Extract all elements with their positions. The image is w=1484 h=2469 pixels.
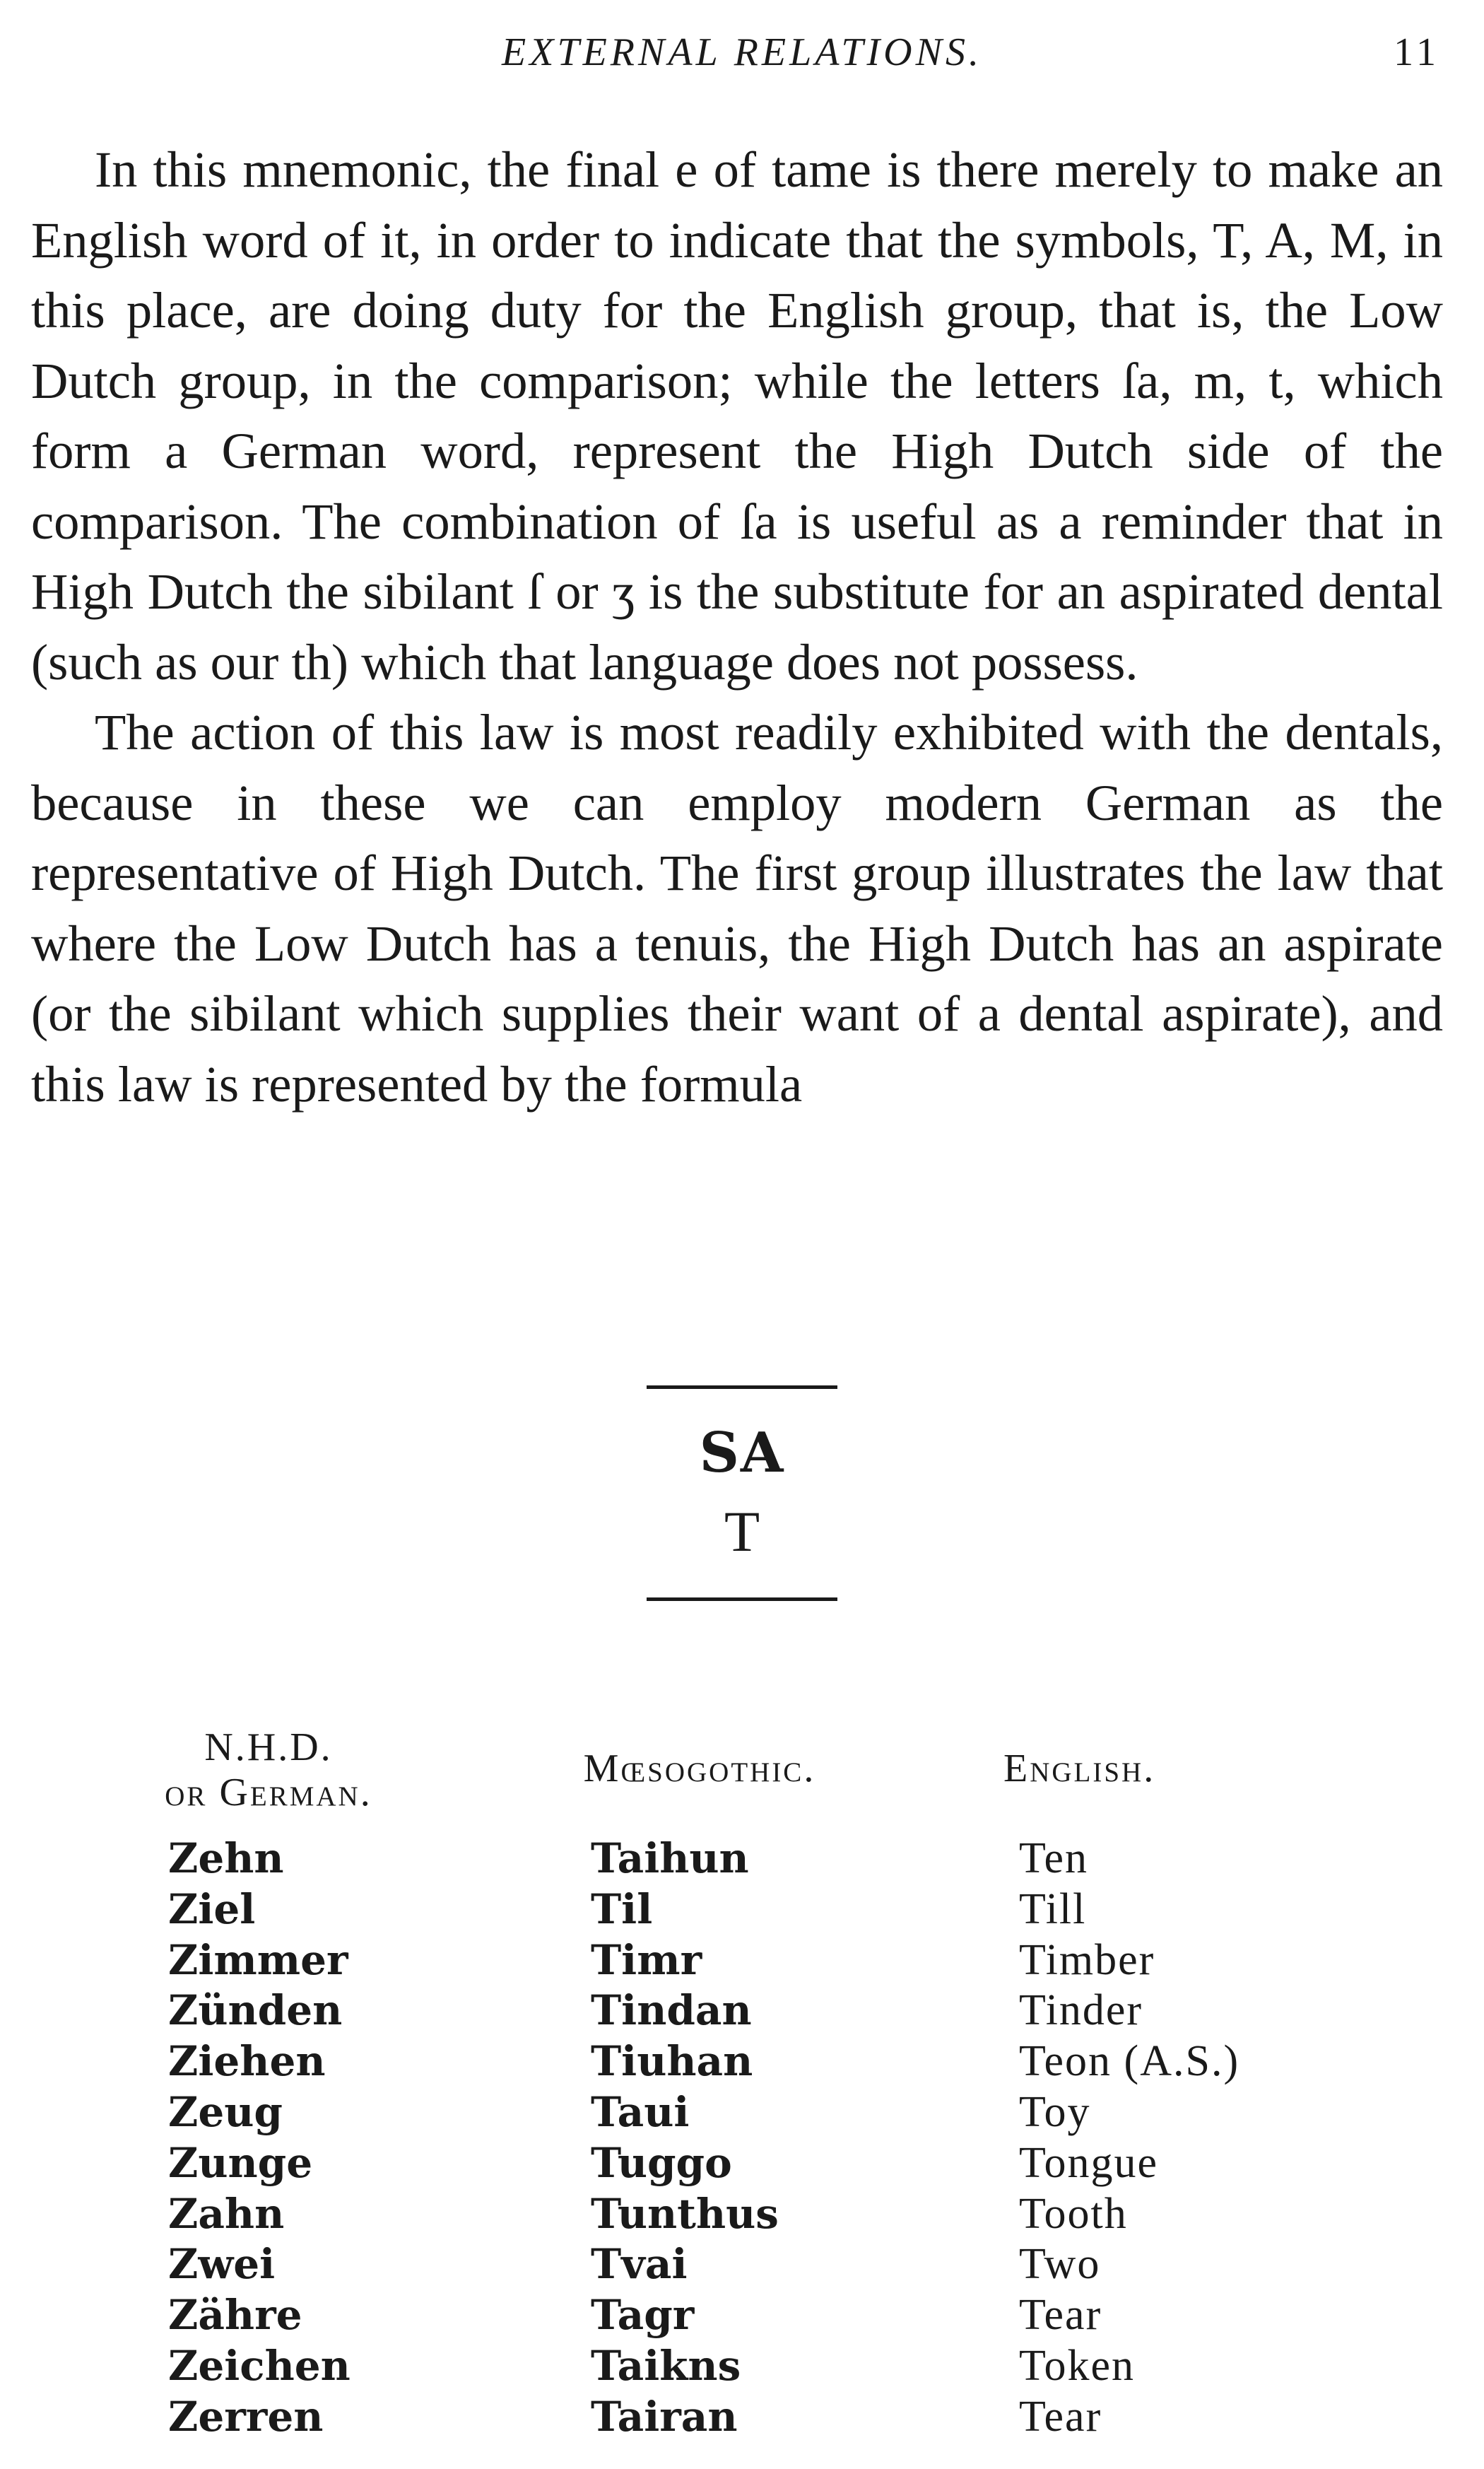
column-header-german-line1: N.H.D. [204, 1725, 333, 1769]
table-row [0, 2341, 1484, 2392]
body-text [31, 134, 1443, 1119]
english-word: Two [1019, 2240, 1101, 2289]
table-row [0, 2087, 1484, 2138]
english-word: Toy [1019, 2087, 1091, 2136]
formula-bottom-rule [647, 1597, 837, 1601]
english-word: Ten [1019, 1834, 1089, 1882]
english-word: Tear [1019, 2392, 1102, 2441]
table-row [0, 2392, 1484, 2443]
column-header-gothic: Mœsogothic. [583, 1747, 816, 1790]
german-word: Zeichen [168, 2341, 351, 2390]
german-word: Zerren [168, 2392, 324, 2441]
german-word: Zehn [168, 1834, 284, 1882]
gothic-word: Timr [591, 1935, 702, 1984]
gothic-word: Taikns [591, 2341, 741, 2390]
gothic-word: Tuggo [591, 2138, 732, 2187]
paragraph-dentals: The action of this law is most readily exhibited with the dentals, because in these we can employ modern German as the representative of High Dutch. The first group illustrates the law that where the Low Dutch has a tenuis, the High Dutch has an aspirate (or the sibilant which supplies their want of a dental aspirate), and this law is represented by the formula [31, 703, 1443, 1113]
table-row [0, 1834, 1484, 1884]
table-row [0, 2189, 1484, 2240]
formula-top-rule [647, 1385, 837, 1389]
english-word: Till [1019, 1884, 1087, 1933]
english-word: Tooth [1019, 2189, 1128, 2238]
german-word: Zünden [168, 1986, 343, 2035]
table-row [0, 2290, 1484, 2341]
table-row [0, 1935, 1484, 1986]
table-row [0, 2138, 1484, 2189]
german-word: Zwei [168, 2240, 276, 2289]
gothic-word: Tvai [591, 2240, 688, 2289]
german-word: Ziehen [168, 2037, 326, 2086]
column-header-german [120, 1725, 417, 1815]
gothic-word: Til [591, 1884, 653, 1933]
german-word: Zähre [168, 2291, 302, 2340]
running-title: EXTERNAL RELATIONS. [502, 30, 982, 74]
gothic-word: Tagr [591, 2291, 695, 2340]
gothic-word: Tiuhan [591, 2037, 753, 2086]
german-word: Ziel [168, 1884, 256, 1933]
paragraph-mnemonic: In this mnemonic, the final e of tame is there merely to make an English word of it, in order to indicate that the symbols, T, A, M, in this place, are doing duty for the English group, that is, the Low Dutch group, in the comparison; while the letters ſa, m, t, which form a German word, represent the High Dutch side of the comparison. The combination of ſa is useful as a reminder that in High Dutch the sibilant ſ or ʒ is the substitute for an aspirated dental (such as our th) which that language does not possess. [31, 141, 1443, 691]
english-word: Tear [1019, 2291, 1102, 2340]
formula-denominator: T [724, 1499, 760, 1564]
german-word: Zimmer [168, 1935, 348, 1984]
german-word: Zeug [168, 2087, 283, 2136]
gothic-word: Taui [591, 2087, 690, 2136]
page-number: 11 [1394, 30, 1440, 74]
english-word: Tinder [1019, 1986, 1143, 2035]
english-word: Token [1019, 2341, 1136, 2390]
table-row [0, 1986, 1484, 2036]
english-word: Teon (A.S.) [1019, 2037, 1240, 2086]
running-head [0, 30, 1484, 79]
german-word: Zunge [168, 2138, 313, 2187]
german-word: Zahn [168, 2189, 285, 2238]
english-word: Tongue [1019, 2138, 1159, 2187]
column-header-english: English. [1003, 1747, 1156, 1790]
gothic-word: Tairan [591, 2392, 738, 2441]
table-row [0, 2239, 1484, 2290]
table-row [0, 1884, 1484, 1935]
table-row [0, 2036, 1484, 2087]
column-header-german-line2: or German. [165, 1771, 372, 1814]
table-rows [0, 1834, 1484, 2443]
gothic-word: Tunthus [591, 2189, 779, 2238]
formula-numerator: SA [699, 1421, 785, 1485]
gothic-word: Tindan [591, 1986, 752, 2035]
english-word: Timber [1019, 1935, 1155, 1984]
gothic-word: Taihun [591, 1834, 749, 1882]
